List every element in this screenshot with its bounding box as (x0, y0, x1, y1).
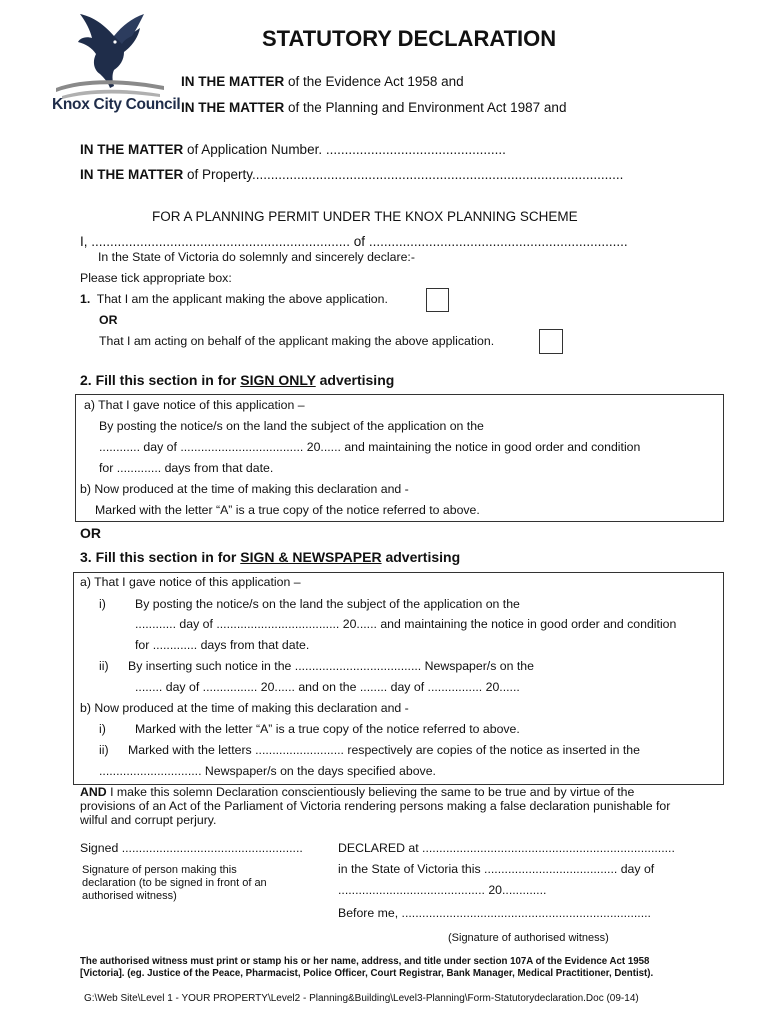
property-line[interactable] (80, 167, 623, 182)
declarant-line[interactable]: I, ..................................................................... of ..................................................................... (80, 234, 628, 249)
heading-emphasis: SIGN & NEWSPAPER (240, 549, 382, 565)
signed-line[interactable]: Signed ..................................................... (80, 841, 303, 855)
or-label: OR (99, 313, 118, 327)
matter-label: IN THE MATTER (80, 142, 184, 157)
matter-label: IN THE MATTER (80, 167, 184, 182)
declared-at-line[interactable]: DECLARED at .......................................................................... (338, 841, 675, 855)
matter-text: of the Evidence Act 1958 and (284, 74, 464, 89)
eagle-logo-icon (52, 12, 170, 100)
council-name: Knox City Council (52, 96, 181, 113)
heading-text: 2. Fill this section in for (80, 372, 241, 388)
section3-i-line2[interactable]: ............ day of .................................... 20...... and maintaining the notice in good order and condition (135, 617, 677, 631)
section2-a: a) That I gave notice of this application – (84, 398, 305, 412)
section3-bii-num: ii) (99, 743, 109, 757)
section2-b: b) Now produced at the time of making this declaration and - (80, 482, 409, 496)
council-logo (52, 12, 181, 122)
heading-text: advertising (381, 549, 461, 565)
closing-line3: wilful and corrupt perjury. (80, 813, 217, 827)
matter-label: IN THE MATTER (181, 74, 285, 89)
tick-prompt: Please tick appropriate box: (80, 271, 232, 285)
section2-b1: Marked with the letter “A” is a true copy of the notice referred to above. (95, 503, 480, 517)
application-number-line[interactable] (80, 142, 506, 157)
or-between-sections: OR (80, 525, 101, 541)
section3-a: a) That I gave notice of this application – (80, 575, 301, 589)
closing-text: I make this solemn Declaration conscientiously believing the same to be true and by virtue of the (106, 785, 635, 799)
section3-ii-line1[interactable]: By inserting such notice in the ..................................... Newspaper/s on the (128, 659, 534, 673)
matter-evidence-act (181, 74, 464, 89)
year-line[interactable]: ........................................... 20............. (338, 883, 547, 897)
heading-text: 3. Fill this section in for (80, 549, 241, 565)
heading-text: advertising (315, 372, 395, 388)
permit-heading: FOR A PLANNING PERMIT UNDER THE KNOX PLANNING SCHEME (152, 209, 578, 224)
option-number: 1. (80, 292, 91, 306)
section3-i-num: i) (99, 597, 106, 611)
witness-signature-label: (Signature of authorised witness) (448, 932, 609, 944)
section3-bii[interactable]: Marked with the letters .......................... respectively are copies of the notice as inserted in the (128, 743, 640, 757)
section3-heading (80, 549, 460, 565)
page-title: STATUTORY DECLARATION (262, 26, 557, 51)
witness-note-line2: [Victoria]. (eg. Justice of the Peace, Pharmacist, Police Officer, Court Registrar, Bank Manager, Medical Practitioner, Dentist). (80, 968, 654, 979)
state-line: In the State of Victoria do solemnly and sincerely declare:- (98, 250, 415, 264)
option-applicant-label: That I am the applicant making the above application. (96, 292, 388, 306)
property-text: of Property................................................................................................... (183, 167, 624, 182)
file-path: G:\Web Site\Level 1 - YOUR PROPERTY\Level2 - Planning&Building\Level3-Planning\Form-Statutorydeclaration.Doc (09-14) (84, 993, 639, 1004)
signature-note-1: Signature of person making this (82, 864, 237, 876)
section3-ii-line2[interactable]: ........ day of ................ 20...... and on the ........ day of ................ 20...... (135, 680, 520, 694)
closing-line2: provisions of an Act of the Parliament of Victoria rendering persons making a false declaration punishable for (80, 799, 671, 813)
section3-b: b) Now produced at the time of making this declaration and - (80, 701, 409, 715)
section2-heading (80, 372, 394, 388)
section3-bi-num: i) (99, 722, 106, 736)
closing-line1 (80, 785, 634, 799)
heading-emphasis: SIGN ONLY (240, 372, 316, 388)
section3-i-line1: By posting the notice/s on the land the subject of the application on the (135, 597, 520, 611)
option-applicant (80, 292, 388, 306)
behalf-checkbox[interactable] (539, 329, 563, 354)
section3-bii-line2[interactable]: .............................. Newspaper/s on the days specified above. (99, 764, 436, 778)
matter-label: IN THE MATTER (181, 100, 285, 115)
section2-line3[interactable]: for ............. days from that date. (99, 461, 274, 475)
section2-line1: By posting the notice/s on the land the subject of the application on the (99, 419, 484, 433)
section3-ii-num: ii) (99, 659, 109, 673)
section3-i-line3[interactable]: for ............. days from that date. (135, 638, 310, 652)
section2-line2[interactable]: ............ day of .................................... 20...... and maintaining the notice in good order and condition (99, 440, 641, 454)
matter-text: of the Planning and Environment Act 1987 and (284, 100, 567, 115)
applicant-checkbox[interactable] (426, 288, 449, 312)
state-this-line[interactable]: in the State of Victoria this ....................................... day of (338, 862, 655, 876)
signature-note-2: declaration (to be signed in front of an (82, 877, 267, 889)
application-number-text: of Application Number. ................................................ (183, 142, 506, 157)
section3-bi: Marked with the letter “A” is a true copy of the notice referred to above. (135, 722, 520, 736)
witness-note-line1: The authorised witness must print or stamp his or her name, address, and title under section 107A of the Evidence Act 1958 (80, 956, 650, 967)
option-behalf-label: That I am acting on behalf of the applicant making the above application. (99, 334, 495, 348)
before-me-line[interactable]: Before me, ......................................................................... (338, 906, 651, 920)
closing-and: AND (80, 785, 107, 799)
matter-planning-act (181, 100, 566, 115)
signature-note-3: authorised witness) (82, 890, 177, 902)
